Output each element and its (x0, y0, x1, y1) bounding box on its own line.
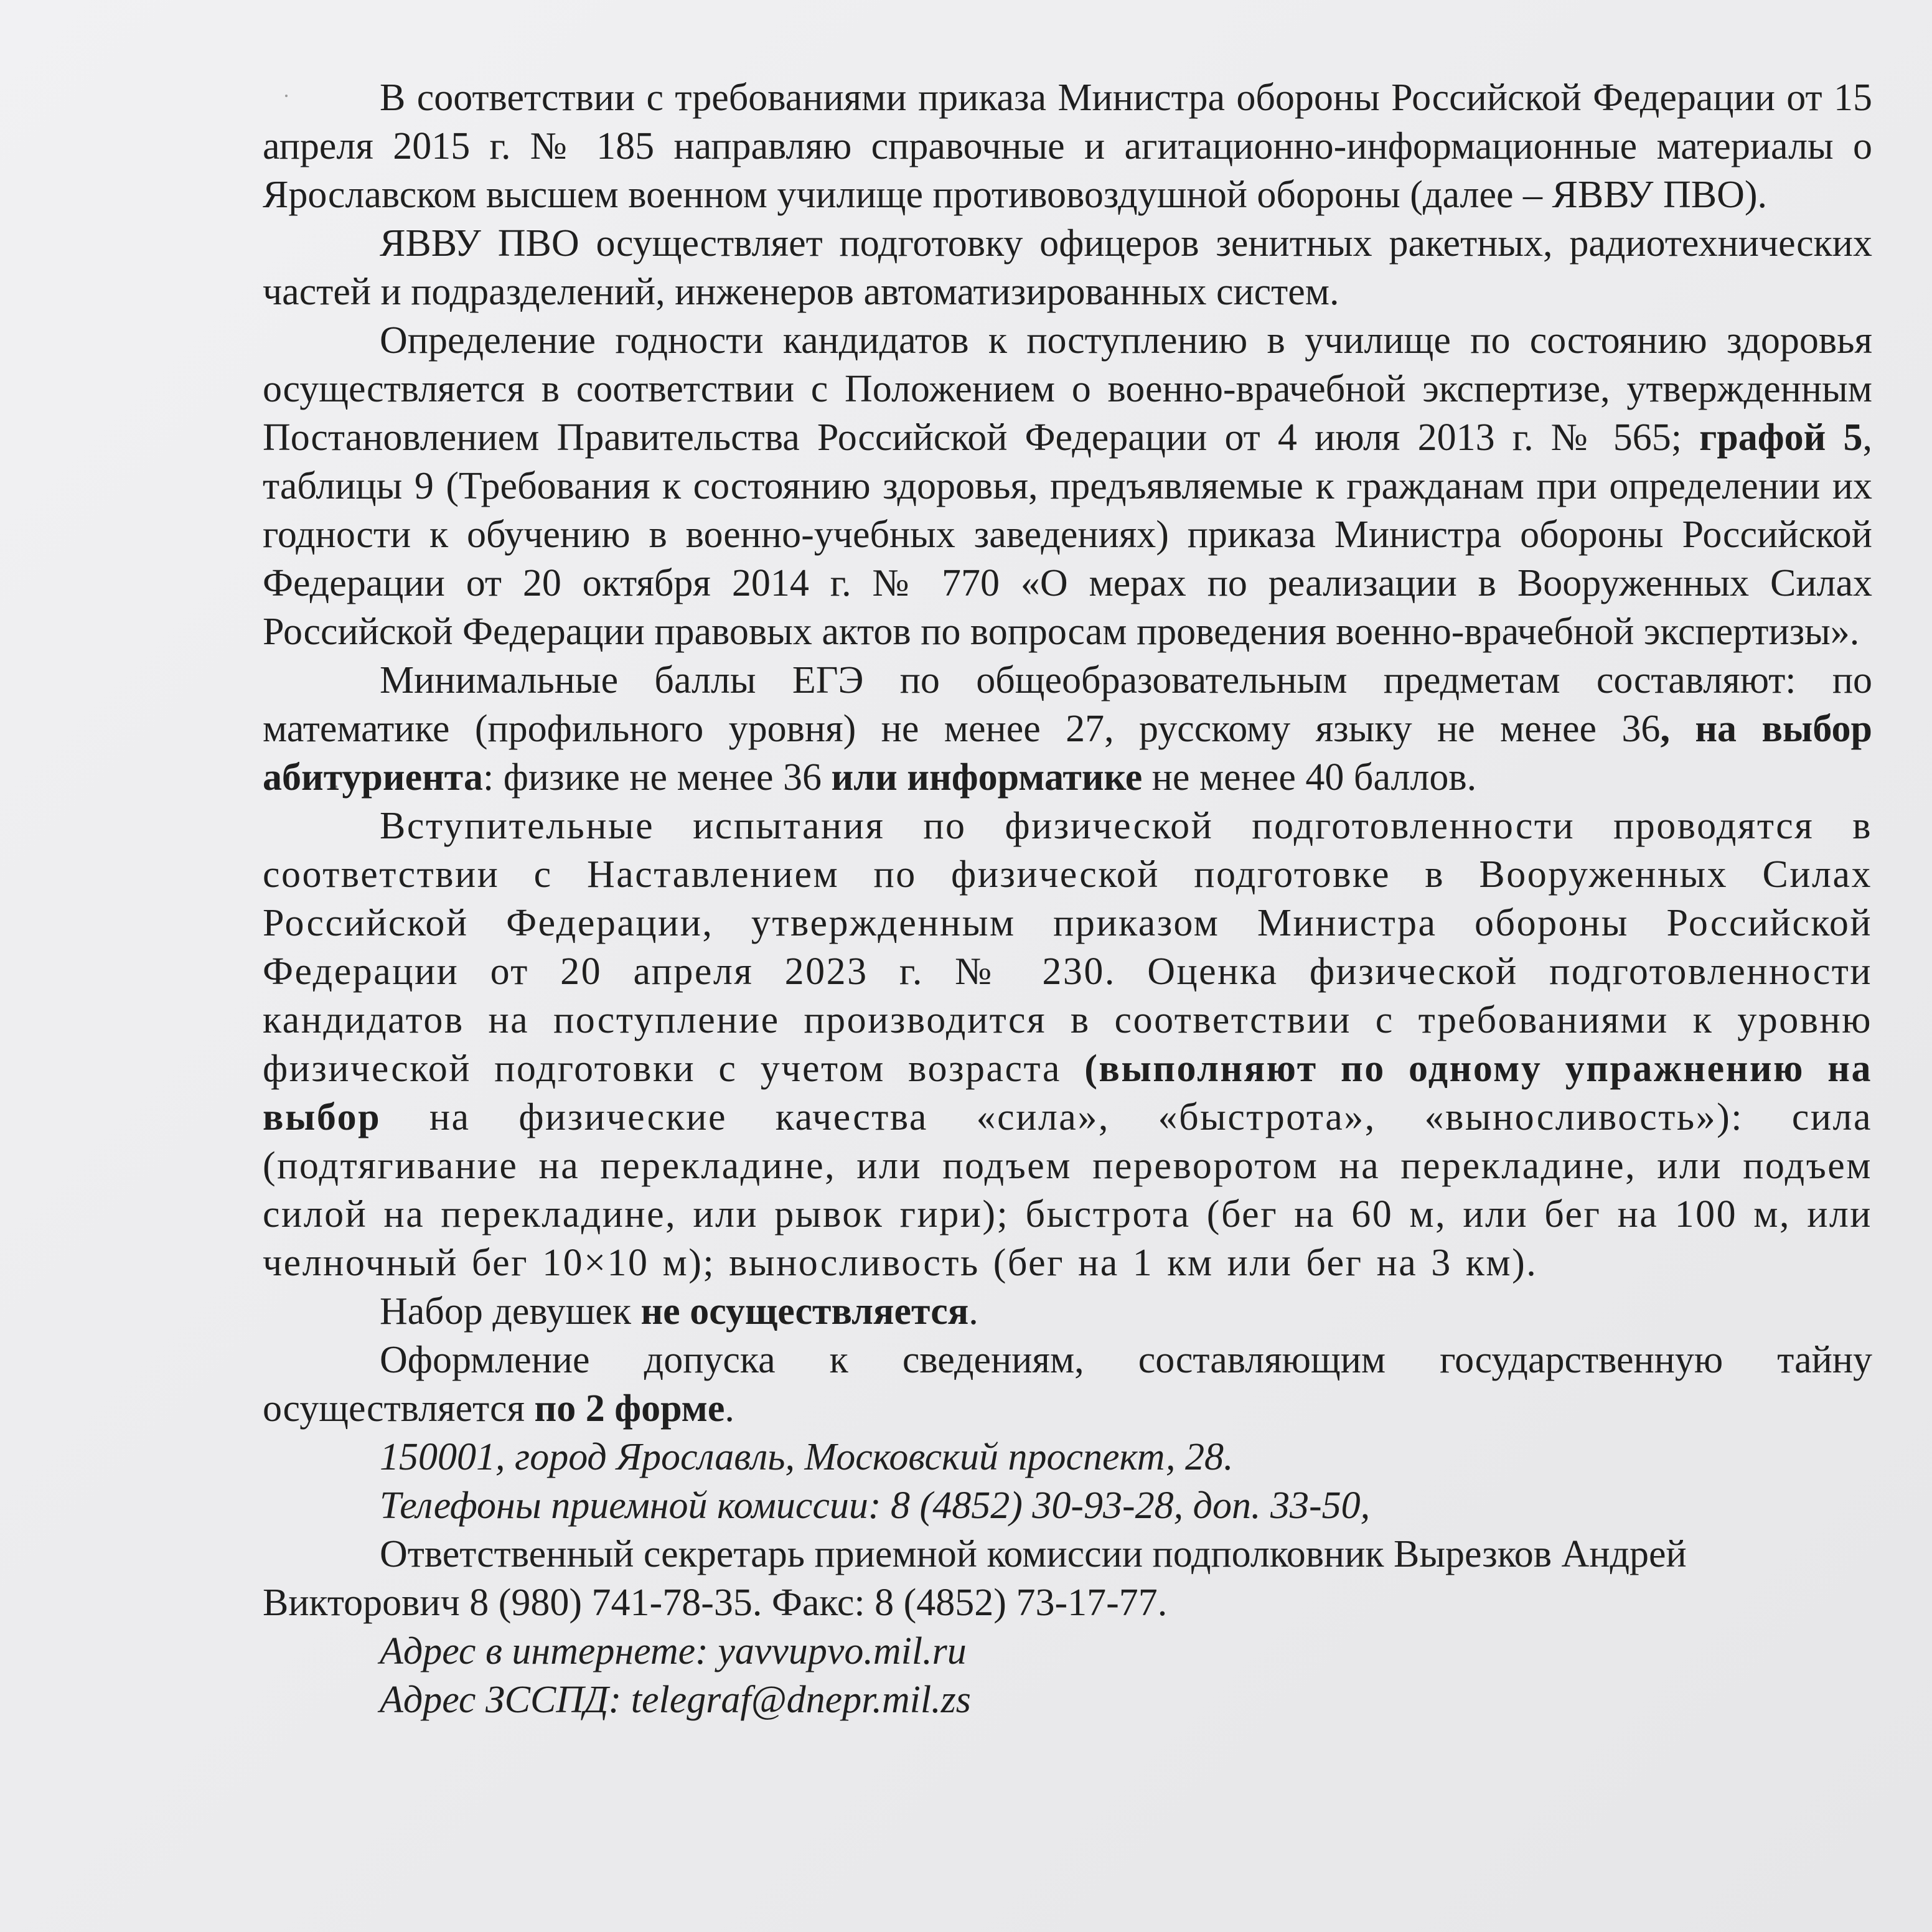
health-text-part-1: Определение годности кандидатов к поступлению в училище по состоянию здоровья осуществляется в соответствии с Положением о военно-врачебной экспертизе, утвержденным Постановлением Правительства Российской Федерации от 4 июля 2013 г. № 565; (263, 319, 1872, 459)
scores-text-bold-2: или информатике (831, 756, 1143, 799)
health-text-bold: графой 5 (1699, 416, 1863, 459)
paragraph-security-clearance (263, 1336, 1872, 1433)
zsspd-address: Адрес ЗССПД: telegraf@dnepr.mil.zs (380, 1679, 971, 1721)
scores-text-bold-1: , на выбор абитуриента (263, 708, 1872, 799)
admission-phones: Телефоны приемной комиссии: 8 (4852) 30-93-28, доп. 33-50, (380, 1484, 1371, 1527)
paragraph-training-profile-text: ЯВВУ ПВО осуществляет подготовку офицеров зенитных ракетных, радиотехнических частей и подразделений, инженеров автоматизированных систем. (263, 222, 1872, 313)
female-text-part-1: Набор девушек (380, 1290, 641, 1333)
female-text-part-2: . (968, 1290, 978, 1333)
scores-text-part-1: Минимальные баллы ЕГЭ по общеобразовательным предметам составляют: по математике (профильного уровня) не менее 27, русскому языку не менее 36 (263, 659, 1872, 750)
paragraph-health-requirements (263, 316, 1872, 656)
document-body (263, 73, 1872, 1724)
clearance-text-bold: по 2 форме (534, 1387, 725, 1430)
physical-text-part-2: на физические качества «сила», «быстрота», «выносливость»): сила (подтягивание на перекладине, или подъем переворотом на перекладине, или подъем силой на перекладине, или рывок гири); быстрота (бег на 60 м, или бег на 100 м, или челночный бег 10×10 м); выносливость (бег на 1 км или бег на 3 км). (263, 1096, 1872, 1284)
postal-address: 150001, город Ярославль, Московский проспект, 28. (380, 1436, 1234, 1478)
clearance-text-part-1: Оформление допуска к сведениям, составляющим государственную тайну осуществляется (263, 1339, 1872, 1430)
health-text-part-2: , таблицы 9 (Требования к состоянию здоровья, предъявляемые к гражданам при определении их годности к обучению в военно-учебных заведениях) приказа Министра обороны Российской Федерации от 20 октября 2014 г. № 770 «О мерах по реализации в Вооруженных Силах Российской Федерации правовых актов по вопросам проведения военно-врачебной экспертизы». (263, 416, 1873, 653)
paragraph-directive-text: В соответствии с требованиями приказа Министра обороны Российской Федерации от 15 апреля 2015 г. № 185 направляю справочные и агитационно-информационные материалы о Ярославском высшем военном училище противовоздушной обороны (далее – ЯВВУ ПВО). (263, 77, 1872, 216)
website-address: Адрес в интернете: yavvupvo.mil.ru (380, 1630, 967, 1672)
scores-text-part-3: не менее 40 баллов. (1142, 756, 1477, 799)
secretary-contact (263, 1530, 1872, 1627)
scores-text-part-2: : физике не менее 36 (483, 756, 832, 799)
physical-text-part-1: Вступительные испытания по физической подготовленности проводятся в соответствии с Наставлением по физической подготовке в Вооруженных Силах Российской Федерации, утвержденным приказом Министра обороны Российской Федерации от 20 апреля 2023 г. № 230. Оценка физической подготовленности кандидатов на поступление производится в соответствии с требованиями к уровню физической подготовки с учетом возраста (263, 805, 1872, 1090)
paragraph-directive (263, 73, 1872, 219)
clearance-text-part-2: . (724, 1387, 734, 1430)
physical-text-bold: (выполняют по одному упражнению на выбор (263, 1048, 1872, 1138)
paragraph-training-profile (263, 219, 1872, 316)
paragraph-female-admission (263, 1287, 1872, 1336)
secretary-contact-text: Ответственный секретарь приемной комиссии подполковник Вырезков Андрей Викторович 8 (980) 741-78-35. Факс: 8 (4852) 73-17-77. (263, 1533, 1687, 1624)
paragraph-physical-tests (263, 802, 1872, 1287)
paragraph-exam-scores (263, 656, 1872, 802)
female-text-bold: не осуществляется (640, 1290, 969, 1333)
